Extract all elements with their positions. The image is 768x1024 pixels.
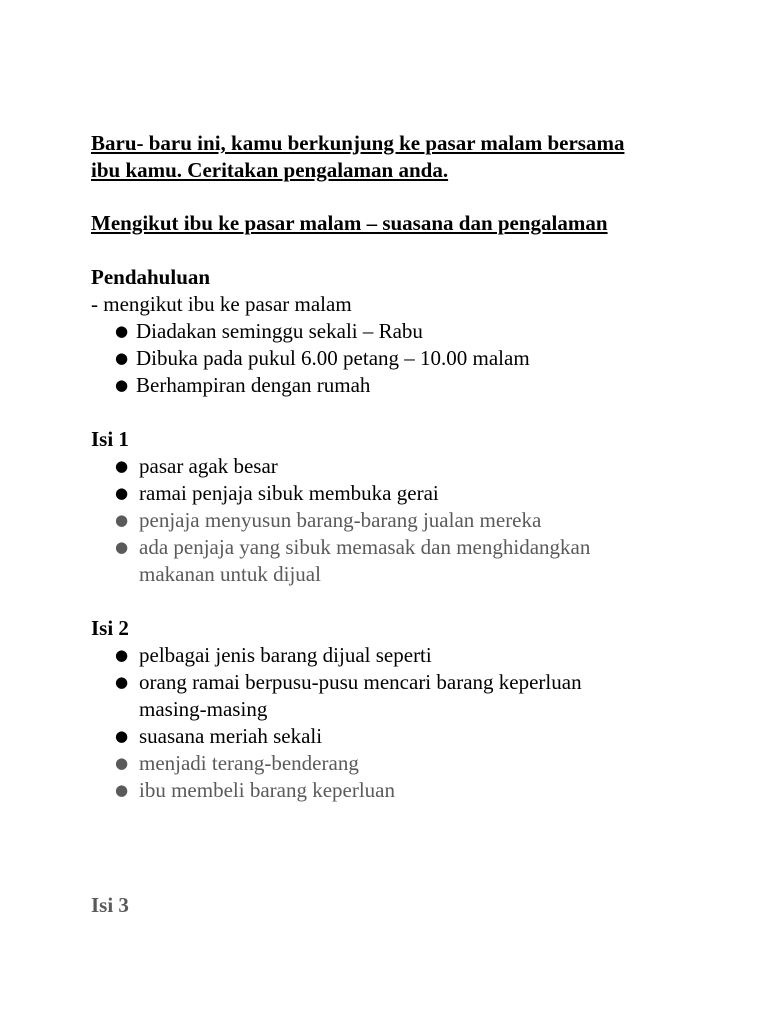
section-heading-pendahuluan: Pendahuluan [91, 265, 211, 289]
section-heading-isi-3: Isi 3 [91, 893, 129, 917]
list-item [91, 750, 711, 777]
bullet-icon: ● [115, 727, 129, 745]
list-item-continuation [91, 561, 711, 588]
bullet-icon: ● [115, 376, 129, 394]
bullet-icon: ● [115, 322, 129, 340]
pendahuluan-list [91, 318, 711, 399]
list-item [91, 372, 711, 399]
question-line-1: Baru- baru ini, kamu berkunjung ke pasar malam bersama [91, 131, 625, 155]
list-item-text: menjadi terang-benderang [139, 751, 359, 775]
list-item-text: ada penjaja yang sibuk memasak dan menghidangkan [139, 535, 591, 559]
list-item-text: Dibuka pada pukul 6.00 petang – 10.00 malam [136, 346, 530, 370]
list-item-text: orang ramai berpusu-pusu mencari barang keperluan [139, 670, 582, 694]
list-item-text: Berhampiran dengan rumah [136, 373, 371, 397]
list-item-text: Diadakan seminggu sekali – Rabu [136, 319, 423, 343]
bullet-icon: ● [115, 484, 129, 502]
list-item [91, 777, 711, 804]
pendahuluan-intro: - mengikut ibu ke pasar malam [91, 292, 352, 316]
list-item [91, 723, 711, 750]
spacer [91, 237, 711, 264]
list-item [91, 642, 711, 669]
list-item-continuation [91, 696, 711, 723]
bullet-icon: ● [115, 349, 129, 367]
list-item-text: suasana meriah sekali [139, 724, 323, 748]
bullet-icon: ● [115, 754, 129, 772]
bullet-icon: ● [115, 457, 129, 475]
bullet-icon: ● [115, 538, 129, 556]
list-item [91, 507, 711, 534]
bullet-icon: ● [115, 781, 129, 799]
list-item-text: masing-masing [139, 697, 268, 721]
question-line-2: ibu kamu. Ceritakan pengalaman anda. [91, 158, 449, 182]
list-item [91, 480, 711, 507]
section-heading-isi-1: Isi 1 [91, 427, 129, 451]
spacer [91, 399, 711, 426]
list-item-text: pelbagai jenis barang dijual seperti [139, 643, 432, 667]
isi-1-list [91, 453, 711, 588]
essay-title: Mengikut ibu ke pasar malam – suasana dan pengalaman [91, 211, 608, 235]
section-heading-isi-2: Isi 2 [91, 616, 129, 640]
spacer [91, 588, 711, 615]
bullet-icon: ● [115, 646, 129, 664]
document-page [91, 130, 711, 804]
list-item-text: pasar agak besar [139, 454, 278, 478]
list-item [91, 318, 711, 345]
list-item [91, 534, 711, 561]
bullet-icon: ● [115, 511, 129, 529]
isi-2-list [91, 642, 711, 804]
list-item-text: penjaja menyusun barang-barang jualan mereka [139, 508, 542, 532]
list-item-text: ibu membeli barang keperluan [139, 778, 395, 802]
list-item [91, 669, 711, 696]
list-item-text: makanan untuk dijual [139, 562, 321, 586]
list-item [91, 453, 711, 480]
bullet-icon: ● [115, 673, 129, 691]
list-item [91, 345, 711, 372]
list-item-text: ramai penjaja sibuk membuka gerai [139, 481, 439, 505]
